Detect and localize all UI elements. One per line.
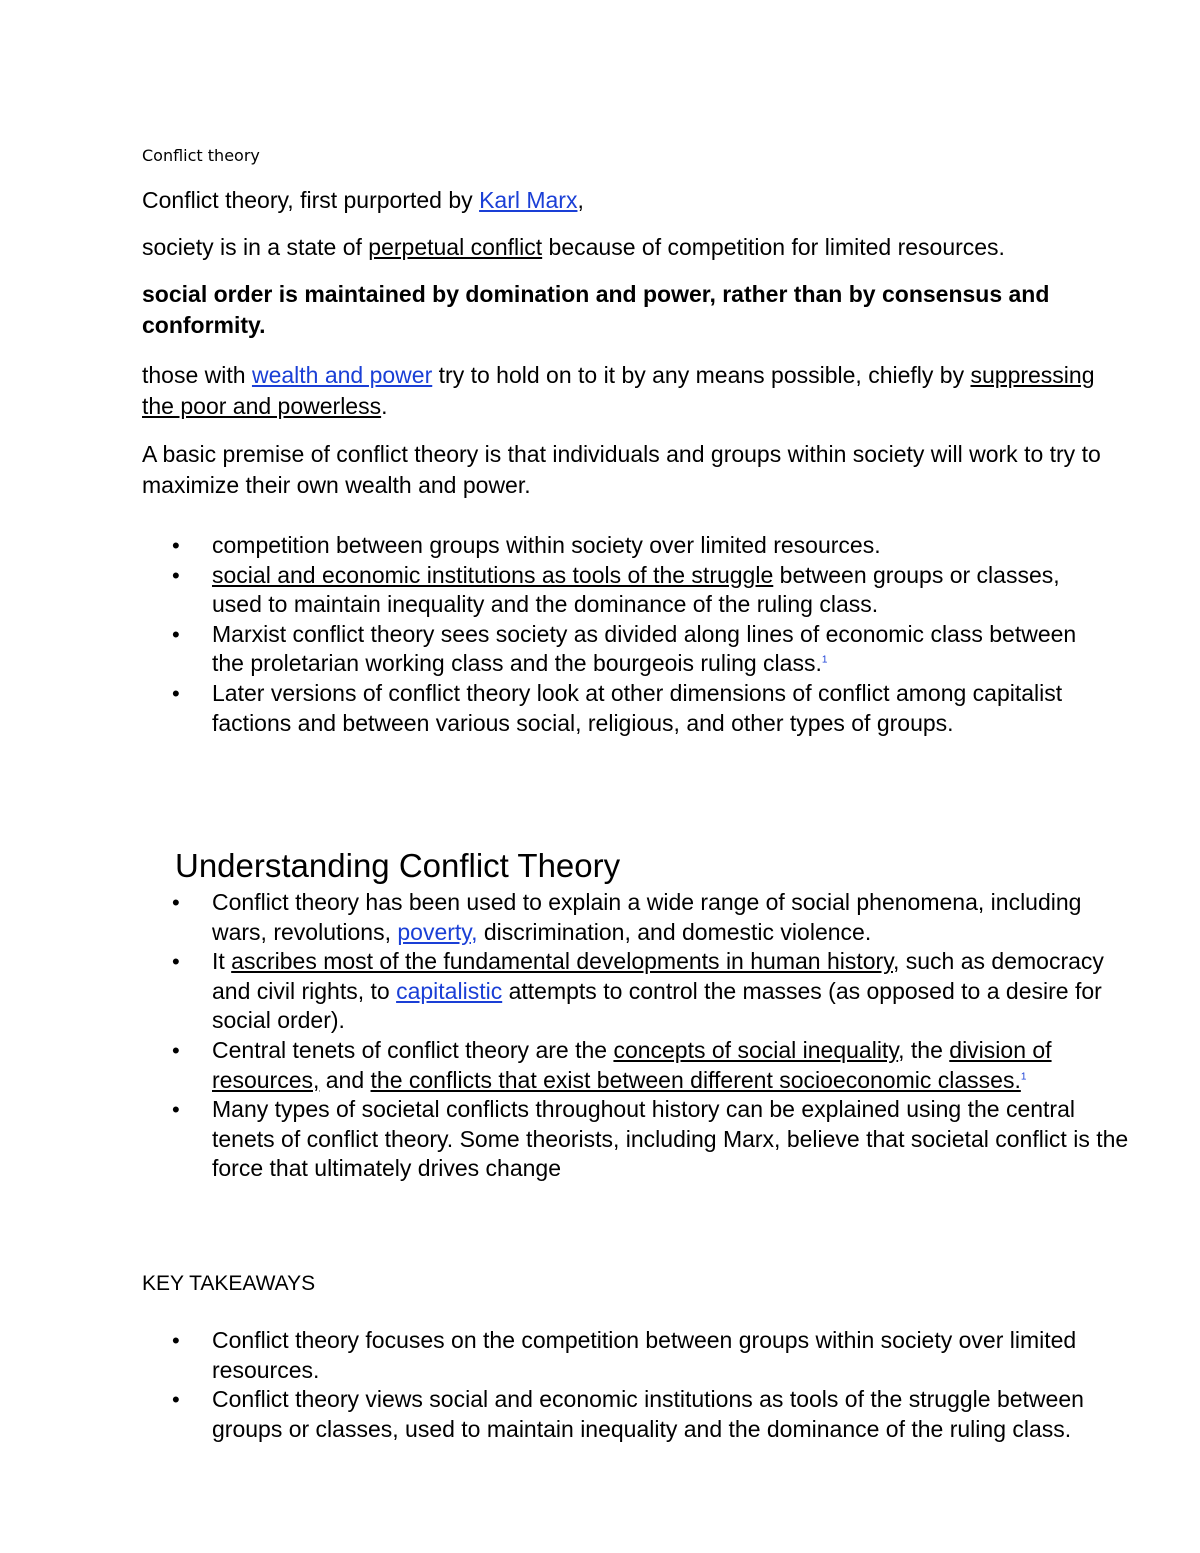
underlined-phrase: division of resources, — [212, 1036, 1052, 1093]
text: Conflict theory views social and economic institutions as tools of the struggle between groups or classes, used to maintain inequality and the dominance of the ruling class. — [212, 1386, 1084, 1442]
paragraph-perpetual-conflict — [142, 232, 1005, 263]
text: Later versions of conflict theory look at other dimensions of conflict among capitalist factions and between various social, religious, and other types of groups. — [212, 679, 1063, 736]
underlined-phrase: the conflicts that exist between different socioeconomic classes. — [370, 1066, 1021, 1093]
underlined-phrase: ascribes most of the fundamental developments in human history — [231, 948, 893, 975]
list-item — [142, 1385, 1132, 1444]
footnote-reference[interactable]: 1 — [1020, 1070, 1027, 1082]
text: society is in a state of — [142, 234, 369, 260]
underlined-phrase: suppressing the poor and powerless — [142, 362, 1095, 419]
list-item — [142, 1095, 1132, 1184]
text: Many types of societal conflicts throughout history can be explained using the central tenets of conflict theory. Some theorists, including Marx, believe that societal conflict is the force that ultimately drives change — [212, 1096, 1129, 1182]
text: Conflict theory has been used to explain a wide range of social phenomena, including wars, revolutions, — [212, 889, 1082, 945]
bullet-list-takeaways — [142, 1326, 1132, 1444]
underlined-phrase: concepts of social inequality — [613, 1036, 899, 1063]
underlined-phrase: perpetual conflict — [368, 234, 543, 260]
text: discrimination, and domestic violence. — [477, 918, 872, 945]
text: those with — [142, 362, 252, 388]
text: between groups or classes, used to maintain inequality and the dominance of the ruling class. — [212, 561, 1060, 618]
text: . — [381, 393, 388, 419]
list-item — [142, 1036, 1132, 1095]
list-item — [142, 947, 1132, 1036]
bullet-list-understanding — [142, 888, 1132, 1184]
key-takeaways-title: KEY TAKEAWAYS — [142, 1272, 316, 1295]
text: attempts to control the masses (as opposed to a desire for social order). — [212, 977, 1102, 1034]
text: Conflict theory focuses on the competition between groups within society over limited resources. — [212, 1327, 1077, 1383]
text: competition between groups within society over limited resources. — [212, 532, 881, 558]
paragraph-intro — [142, 185, 584, 216]
section-heading: Understanding Conflict Theory — [175, 847, 621, 884]
text: try to hold on to it by any means possible, chiefly by — [432, 362, 971, 388]
wealth-and-power-link[interactable]: wealth and power — [251, 362, 433, 388]
list-item — [142, 679, 1102, 738]
text: and — [319, 1066, 371, 1093]
list-item — [142, 561, 1102, 620]
paragraph-wealth-power — [142, 360, 1102, 422]
text: Marxist conflict theory sees society as divided along lines of economic class between the proletarian working class and the bourgeois ruling class. — [212, 620, 1077, 677]
list-item — [142, 1326, 1132, 1385]
text: , — [577, 187, 584, 213]
text: , the — [898, 1036, 950, 1063]
text: It — [212, 948, 232, 975]
list-item — [142, 888, 1132, 947]
text: , such as democracy and civil rights, to — [212, 948, 1104, 1004]
footnote-reference[interactable]: 1 — [821, 654, 828, 666]
list-item — [142, 620, 1102, 679]
list-item — [142, 531, 1102, 561]
paragraph-social-order: social order is maintained by domination and power, rather than by consensus and conformity. — [142, 281, 1050, 338]
text: Central tenets of conflict theory are the — [212, 1036, 614, 1063]
poverty-link[interactable]: poverty, — [397, 918, 478, 945]
paragraph-basic-premise: A basic premise of conflict theory is that individuals and groups within society will work to try to maximize their own wealth and power. — [142, 441, 1101, 498]
document-small-title: Conflict theory — [142, 146, 260, 165]
capitalistic-link[interactable]: capitalistic — [396, 977, 503, 1004]
text: Conflict theory, first purported by — [142, 187, 480, 213]
karl-marx-link[interactable]: Karl Marx — [479, 187, 578, 213]
text: because of competition for limited resources. — [542, 234, 1005, 260]
underlined-phrase: social and economic institutions as tools of the struggle — [212, 561, 774, 588]
bullet-list-overview — [142, 531, 1102, 738]
